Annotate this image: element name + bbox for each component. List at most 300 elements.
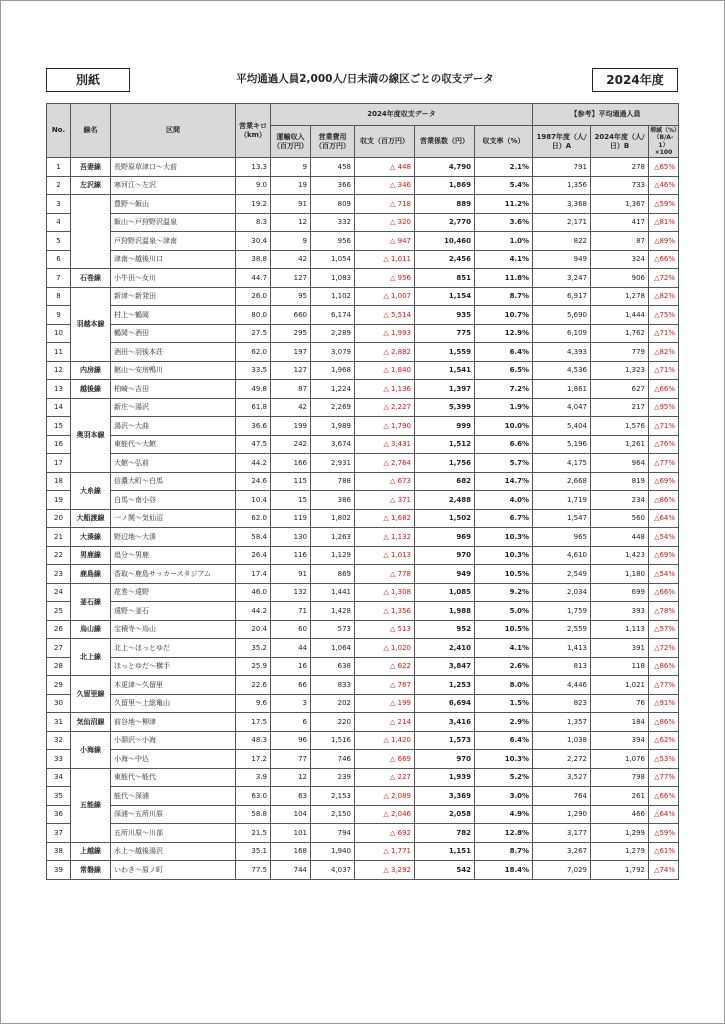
cell-cost: 794: [311, 824, 355, 843]
cell-line: [71, 195, 111, 269]
cell-passengers-2024: 1,113: [591, 620, 649, 639]
cell-section: いわき～原ノ町: [111, 861, 236, 880]
table-row: [47, 398, 679, 417]
cell-passengers-2024: 1,278: [591, 287, 649, 306]
cell-passengers-1987: 2,549: [533, 565, 591, 584]
cell-ratio: 4.0%: [475, 491, 533, 510]
table-row: [47, 361, 679, 380]
table-row: [47, 454, 679, 473]
cell-section: 信濃大町～白馬: [111, 472, 236, 491]
cell-coefficient: 1,559: [415, 343, 475, 362]
cell-coefficient: 775: [415, 324, 475, 343]
header-line: 線名: [71, 104, 111, 158]
cell-balance: △ 1,011: [355, 250, 415, 269]
cell-km: 20.4: [236, 620, 271, 639]
cell-line: 左沢線: [71, 176, 111, 195]
cell-coefficient: 999: [415, 417, 475, 436]
cell-cost: 386: [311, 491, 355, 510]
cell-passengers-1987: 949: [533, 250, 591, 269]
cell-passengers-1987: 813: [533, 657, 591, 676]
table-row: [47, 694, 679, 713]
cell-ratio: 7.2%: [475, 380, 533, 399]
cell-ratio: 11.8%: [475, 269, 533, 288]
cell-passengers-1987: 1,356: [533, 176, 591, 195]
cell-passengers-1987: 1,290: [533, 805, 591, 824]
header-group-reference: 【参考】平均通過人員: [533, 104, 679, 126]
cell-coefficient: 2,488: [415, 491, 475, 510]
cell-revenue: 166: [271, 454, 311, 473]
table-row: [47, 676, 679, 695]
cell-revenue: 242: [271, 435, 311, 454]
header-km: 営業キロ（km）: [236, 104, 271, 158]
cell-coefficient: 1,085: [415, 583, 475, 602]
cell-revenue: 199: [271, 417, 311, 436]
cell-passengers-2024: 819: [591, 472, 649, 491]
cell-revenue: 9: [271, 232, 311, 251]
cell-balance: △ 1,020: [355, 639, 415, 658]
cell-line: 鹿島線: [71, 565, 111, 584]
cell-revenue: 91: [271, 565, 311, 584]
cell-km: 62.0: [236, 509, 271, 528]
cell-km: 44.2: [236, 454, 271, 473]
cell-balance: △ 1,790: [355, 417, 415, 436]
cell-cost: 1,802: [311, 509, 355, 528]
cell-balance: △ 2,046: [355, 805, 415, 824]
cell-ratio: 5.7%: [475, 454, 533, 473]
cell-section: 久留里～上総亀山: [111, 694, 236, 713]
cell-balance: △ 622: [355, 657, 415, 676]
cell-no: 12: [47, 361, 71, 380]
cell-change: △66%: [649, 583, 679, 602]
table-row: [47, 768, 679, 787]
cell-passengers-1987: 4,446: [533, 676, 591, 695]
cell-change: △81%: [649, 213, 679, 232]
cell-cost: 220: [311, 713, 355, 732]
cell-section: 津南～越後川口: [111, 250, 236, 269]
cell-revenue: 42: [271, 250, 311, 269]
cell-change: △54%: [649, 565, 679, 584]
cell-coefficient: 2,770: [415, 213, 475, 232]
cell-balance: △ 718: [355, 195, 415, 214]
cell-coefficient: 2,456: [415, 250, 475, 269]
cell-section: 宝積寺～烏山: [111, 620, 236, 639]
table-row: [47, 269, 679, 288]
cell-revenue: 6: [271, 713, 311, 732]
cell-line: 羽越本線: [71, 287, 111, 361]
cell-passengers-2024: 448: [591, 528, 649, 547]
cell-no: 29: [47, 676, 71, 695]
cell-cost: 2,153: [311, 787, 355, 806]
cell-no: 7: [47, 269, 71, 288]
cell-no: 34: [47, 768, 71, 787]
cell-km: 35.1: [236, 842, 271, 861]
cell-coefficient: 3,416: [415, 713, 475, 732]
table-row: [47, 787, 679, 806]
cell-change: △74%: [649, 861, 679, 880]
cell-balance: △ 1,013: [355, 546, 415, 565]
cell-passengers-2024: 76: [591, 694, 649, 713]
cell-km: 3.9: [236, 768, 271, 787]
cell-km: 24.6: [236, 472, 271, 491]
cell-cost: 1,054: [311, 250, 355, 269]
cell-passengers-2024: 733: [591, 176, 649, 195]
cell-passengers-1987: 822: [533, 232, 591, 251]
cell-km: 44.7: [236, 269, 271, 288]
cell-coefficient: 5,399: [415, 398, 475, 417]
table-row: [47, 324, 679, 343]
cell-km: 77.5: [236, 861, 271, 880]
cell-passengers-1987: 3,368: [533, 195, 591, 214]
cell-cost: 956: [311, 232, 355, 251]
cell-coefficient: 969: [415, 528, 475, 547]
cell-change: △53%: [649, 750, 679, 769]
cell-balance: △ 692: [355, 824, 415, 843]
cell-coefficient: 949: [415, 565, 475, 584]
cell-balance: △ 199: [355, 694, 415, 713]
cell-cost: 809: [311, 195, 355, 214]
cell-change: △66%: [649, 787, 679, 806]
cell-passengers-2024: 1,180: [591, 565, 649, 584]
cell-passengers-2024: 118: [591, 657, 649, 676]
cell-change: △62%: [649, 731, 679, 750]
cell-balance: △ 5,514: [355, 306, 415, 325]
cell-km: 19.2: [236, 195, 271, 214]
cell-balance: △ 1,993: [355, 324, 415, 343]
cell-passengers-2024: 906: [591, 269, 649, 288]
cell-passengers-1987: 5,196: [533, 435, 591, 454]
cell-no: 10: [47, 324, 71, 343]
cell-km: 35.2: [236, 639, 271, 658]
cell-passengers-1987: 7,029: [533, 861, 591, 880]
cell-passengers-1987: 2,034: [533, 583, 591, 602]
cell-km: 80.0: [236, 306, 271, 325]
cell-coefficient: 1,939: [415, 768, 475, 787]
cell-coefficient: 6,694: [415, 694, 475, 713]
page-title: 平均通過人員2,000人/日未満の線区ごとの収支データ: [236, 73, 494, 85]
cell-section: 酒田～羽後本荘: [111, 343, 236, 362]
cell-revenue: 19: [271, 176, 311, 195]
cell-passengers-1987: 2,272: [533, 750, 591, 769]
cell-no: 2: [47, 176, 71, 195]
cell-passengers-1987: 1,413: [533, 639, 591, 658]
cell-passengers-2024: 417: [591, 213, 649, 232]
cell-passengers-2024: 261: [591, 787, 649, 806]
cell-km: 17.4: [236, 565, 271, 584]
cell-line: 北上線: [71, 639, 111, 676]
table-row: [47, 750, 679, 769]
cell-ratio: 2.9%: [475, 713, 533, 732]
cell-passengers-1987: 1,759: [533, 602, 591, 621]
cell-balance: △ 956: [355, 269, 415, 288]
cell-section: 遠野～釜石: [111, 602, 236, 621]
cell-passengers-1987: 1,547: [533, 509, 591, 528]
cell-km: 58.8: [236, 805, 271, 824]
cell-passengers-2024: 278: [591, 158, 649, 177]
cell-change: △89%: [649, 232, 679, 251]
cell-section: 村上～鶴岡: [111, 306, 236, 325]
cell-passengers-1987: 5,690: [533, 306, 591, 325]
cell-ratio: 8.7%: [475, 287, 533, 306]
cell-passengers-2024: 1,323: [591, 361, 649, 380]
cell-cost: 4,037: [311, 861, 355, 880]
cell-section: 鶴岡～酒田: [111, 324, 236, 343]
cell-coefficient: 3,369: [415, 787, 475, 806]
cell-passengers-1987: 6,109: [533, 324, 591, 343]
cell-coefficient: 1,541: [415, 361, 475, 380]
cell-revenue: 87: [271, 380, 311, 399]
cell-passengers-2024: 1,261: [591, 435, 649, 454]
cell-passengers-2024: 964: [591, 454, 649, 473]
cell-km: 49.8: [236, 380, 271, 399]
cell-balance: △ 227: [355, 768, 415, 787]
header-revenue: 運輸収入（百万円）: [271, 126, 311, 158]
cell-passengers-2024: 393: [591, 602, 649, 621]
cell-revenue: 44: [271, 639, 311, 658]
cell-revenue: 60: [271, 620, 311, 639]
cell-revenue: 3: [271, 694, 311, 713]
cell-ratio: 3.6%: [475, 213, 533, 232]
cell-cost: 1,968: [311, 361, 355, 380]
cell-no: 37: [47, 824, 71, 843]
cell-no: 1: [47, 158, 71, 177]
cell-revenue: 12: [271, 768, 311, 787]
table-row: [47, 509, 679, 528]
data-table: [46, 103, 679, 880]
cell-change: △59%: [649, 824, 679, 843]
cell-line: 大湊線: [71, 528, 111, 547]
cell-no: 38: [47, 842, 71, 861]
cell-km: 48.3: [236, 731, 271, 750]
cell-change: △69%: [649, 472, 679, 491]
cell-revenue: 66: [271, 676, 311, 695]
cell-ratio: 10.0%: [475, 417, 533, 436]
cell-balance: △ 320: [355, 213, 415, 232]
cell-balance: △ 669: [355, 750, 415, 769]
cell-passengers-2024: 1,299: [591, 824, 649, 843]
cell-km: 27.5: [236, 324, 271, 343]
cell-coefficient: 10,460: [415, 232, 475, 251]
cell-revenue: 15: [271, 491, 311, 510]
cell-ratio: 9.2%: [475, 583, 533, 602]
cell-balance: △ 371: [355, 491, 415, 510]
cell-balance: △ 214: [355, 713, 415, 732]
cell-section: 東能代～大館: [111, 435, 236, 454]
cell-km: 22.6: [236, 676, 271, 695]
cell-change: △61%: [649, 842, 679, 861]
cell-section: 新庄～湯沢: [111, 398, 236, 417]
cell-change: △86%: [649, 713, 679, 732]
cell-km: 17.2: [236, 750, 271, 769]
cell-revenue: 42: [271, 398, 311, 417]
cell-line: 釜石線: [71, 583, 111, 620]
cell-revenue: 744: [271, 861, 311, 880]
cell-section: 長野原草津口～大前: [111, 158, 236, 177]
cell-passengers-2024: 779: [591, 343, 649, 362]
table-row: [47, 176, 679, 195]
cell-passengers-1987: 3,267: [533, 842, 591, 861]
cell-ratio: 6.5%: [475, 361, 533, 380]
cell-ratio: 4.9%: [475, 805, 533, 824]
cell-revenue: 12: [271, 213, 311, 232]
cell-line: 久留里線: [71, 676, 111, 713]
cell-line: 吾妻線: [71, 158, 111, 177]
cell-no: 24: [47, 583, 71, 602]
cell-section: 戸狩野沢温泉～津南: [111, 232, 236, 251]
cell-no: 13: [47, 380, 71, 399]
header-ratio: 収支率（%）: [475, 126, 533, 158]
cell-coefficient: 889: [415, 195, 475, 214]
table-row: [47, 472, 679, 491]
cell-cost: 2,150: [311, 805, 355, 824]
cell-passengers-1987: 4,536: [533, 361, 591, 380]
cell-cost: 332: [311, 213, 355, 232]
cell-no: 18: [47, 472, 71, 491]
cell-passengers-2024: 1,576: [591, 417, 649, 436]
table-row: [47, 842, 679, 861]
attachment-label: 別紙: [46, 68, 130, 92]
cell-km: 38.8: [236, 250, 271, 269]
table-row: [47, 250, 679, 269]
cell-passengers-2024: 1,444: [591, 306, 649, 325]
table-row: [47, 158, 679, 177]
cell-change: △64%: [649, 509, 679, 528]
cell-change: △76%: [649, 435, 679, 454]
cell-no: 33: [47, 750, 71, 769]
cell-cost: 1,224: [311, 380, 355, 399]
cell-no: 16: [47, 435, 71, 454]
cell-change: △64%: [649, 805, 679, 824]
cell-ratio: 2.6%: [475, 657, 533, 676]
cell-change: △57%: [649, 620, 679, 639]
table-row: [47, 306, 679, 325]
cell-ratio: 2.1%: [475, 158, 533, 177]
cell-no: 25: [47, 602, 71, 621]
header-passengers-2024: 2024年度（人/日）B: [591, 126, 649, 158]
cell-cost: 1,516: [311, 731, 355, 750]
cell-passengers-2024: 234: [591, 491, 649, 510]
cell-no: 8: [47, 287, 71, 306]
cell-section: 柏崎～吉田: [111, 380, 236, 399]
cell-ratio: 12.8%: [475, 824, 533, 843]
cell-cost: 366: [311, 176, 355, 195]
cell-ratio: 8.7%: [475, 842, 533, 861]
cell-passengers-1987: 4,610: [533, 546, 591, 565]
cell-km: 62.0: [236, 343, 271, 362]
cell-ratio: 10.5%: [475, 620, 533, 639]
cell-cost: 202: [311, 694, 355, 713]
cell-cost: 3,079: [311, 343, 355, 362]
cell-no: 14: [47, 398, 71, 417]
cell-revenue: 95: [271, 287, 311, 306]
table-row: [47, 343, 679, 362]
cell-coefficient: 1,988: [415, 602, 475, 621]
cell-passengers-1987: 3,247: [533, 269, 591, 288]
cell-section: 東能代～能代: [111, 768, 236, 787]
cell-balance: △ 1,007: [355, 287, 415, 306]
cell-change: △69%: [649, 546, 679, 565]
cell-no: 3: [47, 195, 71, 214]
cell-coefficient: 970: [415, 546, 475, 565]
cell-section: ほっとゆだ～横手: [111, 657, 236, 676]
cell-km: 58.4: [236, 528, 271, 547]
cell-no: 4: [47, 213, 71, 232]
cell-km: 36.6: [236, 417, 271, 436]
cell-no: 30: [47, 694, 71, 713]
cell-section: 野辺地～大湊: [111, 528, 236, 547]
cell-coefficient: 1,869: [415, 176, 475, 195]
cell-change: △72%: [649, 269, 679, 288]
cell-change: △65%: [649, 158, 679, 177]
cell-section: 花巻～遠野: [111, 583, 236, 602]
cell-revenue: 127: [271, 269, 311, 288]
cell-coefficient: 1,397: [415, 380, 475, 399]
cell-balance: △ 346: [355, 176, 415, 195]
cell-change: △86%: [649, 657, 679, 676]
cell-cost: 1,102: [311, 287, 355, 306]
cell-no: 35: [47, 787, 71, 806]
cell-cost: 2,931: [311, 454, 355, 473]
cell-ratio: 1.0%: [475, 232, 533, 251]
cell-change: △66%: [649, 380, 679, 399]
cell-revenue: 295: [271, 324, 311, 343]
cell-passengers-1987: 2,171: [533, 213, 591, 232]
cell-coefficient: 4,790: [415, 158, 475, 177]
cell-balance: △ 673: [355, 472, 415, 491]
cell-ratio: 8.0%: [475, 676, 533, 695]
cell-coefficient: 2,058: [415, 805, 475, 824]
cell-km: 8.3: [236, 213, 271, 232]
cell-passengers-2024: 1,279: [591, 842, 649, 861]
cell-passengers-1987: 1,861: [533, 380, 591, 399]
cell-ratio: 10.5%: [475, 565, 533, 584]
cell-passengers-1987: 1,719: [533, 491, 591, 510]
cell-km: 9.6: [236, 694, 271, 713]
cell-no: 17: [47, 454, 71, 473]
fiscal-year-label: 2024年度: [592, 68, 678, 92]
cell-km: 63.0: [236, 787, 271, 806]
cell-km: 47.5: [236, 435, 271, 454]
cell-passengers-2024: 466: [591, 805, 649, 824]
cell-section: 北上～ほっとゆだ: [111, 639, 236, 658]
cell-no: 39: [47, 861, 71, 880]
cell-no: 22: [47, 546, 71, 565]
cell-passengers-2024: 798: [591, 768, 649, 787]
cell-cost: 1,083: [311, 269, 355, 288]
header-section: 区間: [111, 104, 236, 158]
cell-revenue: 115: [271, 472, 311, 491]
cell-coefficient: 1,573: [415, 731, 475, 750]
cell-coefficient: 542: [415, 861, 475, 880]
cell-passengers-2024: 184: [591, 713, 649, 732]
cell-no: 21: [47, 528, 71, 547]
cell-section: 新津～新発田: [111, 287, 236, 306]
cell-section: 前谷地～柳津: [111, 713, 236, 732]
cell-balance: △ 448: [355, 158, 415, 177]
cell-no: 31: [47, 713, 71, 732]
cell-section: 能代～深浦: [111, 787, 236, 806]
cell-no: 32: [47, 731, 71, 750]
table-row: [47, 435, 679, 454]
cell-section: 白馬～南小谷: [111, 491, 236, 510]
cell-ratio: 6.4%: [475, 343, 533, 362]
cell-section: 五所川原～川部: [111, 824, 236, 843]
table-row: [47, 380, 679, 399]
cell-ratio: 3.0%: [475, 787, 533, 806]
cell-balance: △ 1,356: [355, 602, 415, 621]
cell-cost: 3,674: [311, 435, 355, 454]
header-no: No.: [47, 104, 71, 158]
cell-balance: △ 1,771: [355, 842, 415, 861]
